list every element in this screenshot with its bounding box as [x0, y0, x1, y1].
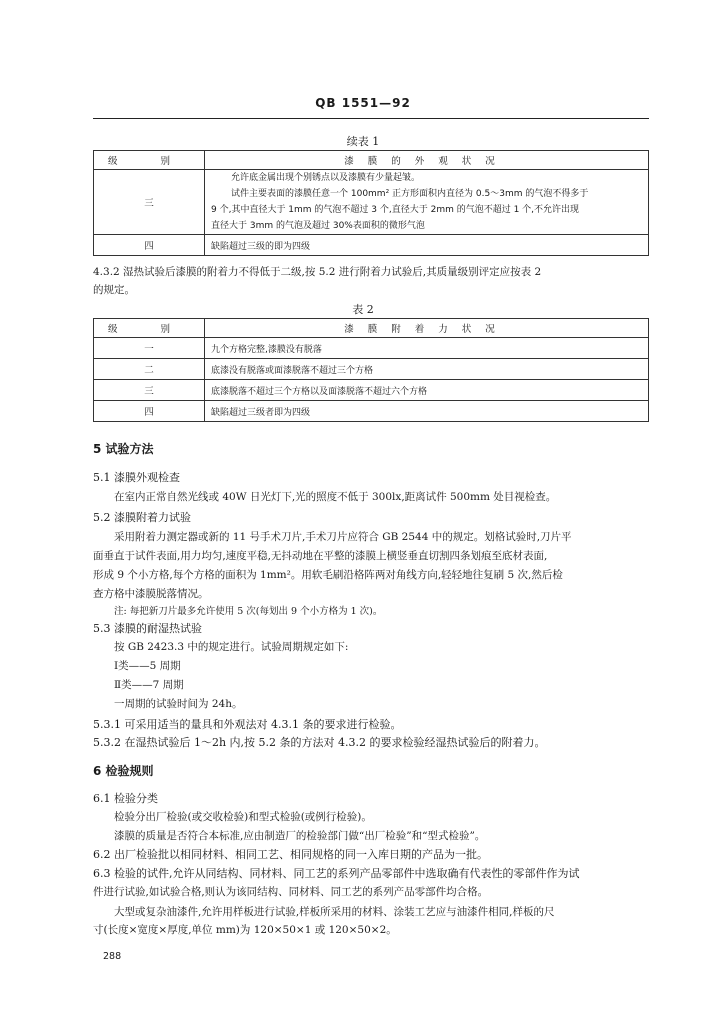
- table1-caption: 续表 1: [346, 135, 380, 148]
- table2-level: 一: [94, 338, 205, 359]
- section-5-3-1: 5.3.1 可采用适当的量具和外观法对 4.3.1 条的要求进行检验。: [93, 718, 402, 731]
- table2-col-level: 级 别: [94, 319, 205, 338]
- section-6-3-line: 件进行试验,如试验合格,则认为该同结构、同材料、同工艺的系列产品零部件均合格。: [93, 886, 489, 898]
- section-5-2-note: 注: 每把新刀片最多允许使用 5 次(每划出 9 个小方格为 1 次)。: [114, 606, 383, 617]
- section-5-1-heading: 5.1 漆膜外观检查: [93, 471, 180, 484]
- table2-desc: 缺陷超过三级者即为四级: [205, 401, 649, 422]
- table1-col-desc: 漆膜的外观状况: [205, 151, 649, 170]
- table2: [93, 318, 649, 422]
- section-6-3-line: 6.3 检验的试件,允许从同结构、同材料、同工艺的系列产品零部件中选取确有代表性的零部件作为试: [93, 867, 580, 880]
- section-6-heading: 6 检验规则: [93, 764, 154, 778]
- section-5-2-line: 查方格中漆膜脱落情况。: [93, 588, 209, 600]
- section-5-1-text: 在室内正常自然光线或 40W 日光灯下,光的照度不低于 300lx,距离试件 500mm 处目视检查。: [114, 491, 557, 503]
- table2-desc: 九个方格完整,漆膜没有脱落: [205, 338, 649, 359]
- section-5-2-line: 面垂直于试件表面,用力均匀,速度平稳,无抖动地在平整的漆膜上横竖垂直切割四条划痕至底材表面,: [93, 550, 548, 562]
- section-5-3-2: 5.3.2 在湿热试验后 1～2h 内,按 5.2 条的方法对 4.3.2 的要求检验经湿热试验后的附着力。: [93, 736, 546, 749]
- table1-desc-3-line: 直径大于 3mm 的气泡及超过 30%表面积的微形气泡: [211, 221, 425, 231]
- section-6-3-line: 大型或复杂油漆件,允许用样板进行试验,样板所采用的材料、涂装工艺应与油漆件相同,样板的尺: [114, 906, 555, 918]
- table2-level: 四: [94, 401, 205, 422]
- section-5-3-line: Ⅰ类——5 周期: [114, 660, 181, 672]
- para-4-3-2-cont: 的规定。: [93, 284, 135, 296]
- page-number: 288: [103, 951, 122, 962]
- table1-desc-3-line: 允许底金属出现个别锈点以及漆膜有少量起皱。: [231, 173, 421, 183]
- section-5-3-line: 一周期的试验时间为 24h。: [114, 698, 243, 710]
- section-5-2-heading: 5.2 漆膜附着力试验: [93, 511, 191, 524]
- section-6-3-line: 寸(长度×宽度×厚度,单位 mm)为 120×50×1 或 120×50×2。: [93, 924, 397, 936]
- section-5-2-line: 采用附着力测定器或新的 11 号手术刀片,手术刀片应符合 GB 2544 中的规定。划格试验时,刀片平: [114, 531, 572, 543]
- header-rule: [93, 118, 649, 119]
- table2-level: 三: [94, 380, 205, 401]
- table2-desc: 底漆没有脱落或面漆脱落不超过三个方格: [205, 359, 649, 380]
- section-6-1-line: 漆膜的质量是否符合本标准,应由制造厂的检验部门做“出厂检验”和“型式检验”。: [114, 830, 486, 842]
- table1-level-4: 四: [94, 235, 205, 256]
- table1-level-3: 三: [94, 170, 205, 235]
- section-6-1-line: 检验分出厂检验(或交收检验)和型式检验(或例行检验)。: [114, 811, 372, 823]
- table2-level: 二: [94, 359, 205, 380]
- table1-desc-3: [205, 170, 649, 235]
- table2-desc: 底漆脱落不超过三个方格以及面漆脱落不超过六个方格: [205, 380, 649, 401]
- section-5-2-line: 形成 9 个小方格,每个方格的面积为 1mm²。用软毛刷沿格阵两对角线方向,轻轻地往复刷 5 次,然后检: [93, 569, 563, 581]
- table1-desc-3-line: 9 个,其中直径大于 1mm 的气泡不超过 3 个,直径大于 2mm 的气泡不超过 1 个,不允许出现: [211, 205, 580, 215]
- section-5-3-heading: 5.3 漆膜的耐湿热试验: [93, 622, 202, 635]
- standard-header: QB 1551—92: [315, 96, 411, 110]
- table1-col-level: 级 别: [94, 151, 205, 170]
- table1-desc-3-line: 试件主要表面的漆膜任意一个 100mm² 正方形面积内直径为 0.5～3mm 的气泡不得多于: [231, 189, 589, 199]
- table1-desc-4: 缺陷超过三级的即为四级: [205, 235, 649, 256]
- table2-caption: 表 2: [352, 303, 374, 316]
- table2-col-desc: 漆膜附着力状况: [205, 319, 649, 338]
- para-4-3-2: 4.3.2 湿热试验后漆膜的附着力不得低于二级,按 5.2 进行附着力试验后,其质量级别评定应按表 2: [93, 266, 542, 278]
- table1: [93, 150, 649, 256]
- section-5-3-line: Ⅱ类——7 周期: [114, 679, 184, 691]
- section-5-heading: 5 试验方法: [93, 442, 154, 456]
- section-6-2: 6.2 出厂检验批以相同材料、相同工艺、相同规格的同一入库日期的产品为一批。: [93, 848, 488, 861]
- section-5-3-line: 按 GB 2423.3 中的规定进行。试验周期规定如下:: [114, 641, 349, 653]
- section-6-1-heading: 6.1 检验分类: [93, 792, 158, 805]
